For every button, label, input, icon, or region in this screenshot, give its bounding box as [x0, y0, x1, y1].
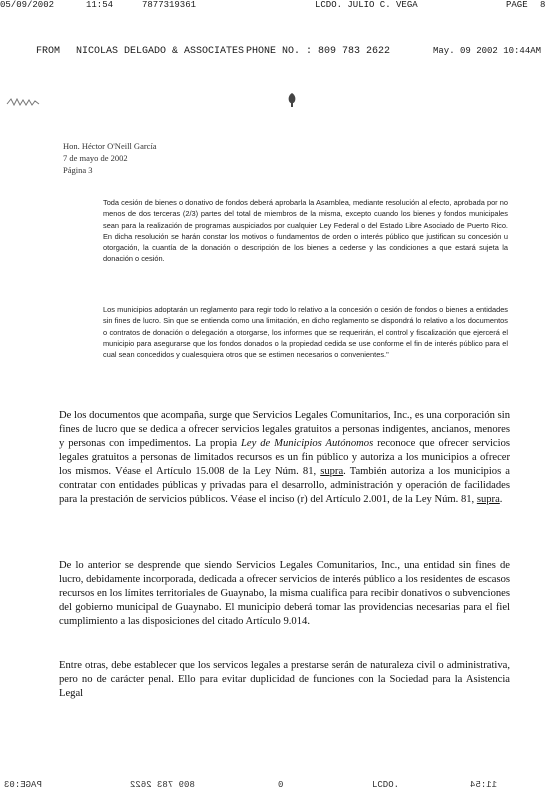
supra-ref-1: supra	[320, 466, 344, 477]
page-number: Página 3	[63, 165, 93, 175]
letter-header	[63, 140, 157, 176]
quote-paragraph-1: Toda cesión de bienes o donativo de fondos deberá aprobarla la Asamblea, mediante resolución al efecto, aprobada por no menos de dos terceras (2/3) partes del total de miembros de la misma, excepto cuando los bienes y fondos municipales sean para la realización de programas auspiciados por cualquier Ley Federal o del Estado Libre Asociado de Puerto Rico. En dicha resolución se harán constar los motivos o fundamentos de orden o interés público que justifican su concesión u otorgación, la cuantía de la donación o descripción de los bienes a cederse y las condiciones a que estará sujeta la donación o cesión.	[103, 198, 508, 264]
seal-mark-icon	[286, 92, 298, 113]
fax-phone: PHONE NO. : 809 783 2622	[246, 46, 391, 57]
body-p1-part-b: reconoce que ofrecer servicios legales gratuitos a personas de limitados recursos es un fin público y autoriza a los municipios a ofrecer los mismos. Véase el Artículo 15.008 de la Ley Núm. 81,	[59, 438, 511, 477]
body-p1-part-a: De los documentos que acompaña, surge que Servicios Legales Comunitarios, Inc., es una corporación sin fines de lucro que se dedica a ofrecer servicios legales gratuitos a personas indigentes, ancianos, menores y personas con impedimentos. La propia	[59, 410, 510, 449]
law-title: Ley de Municipios Autónomos	[241, 438, 374, 449]
scan-noise-mark	[6, 96, 42, 111]
fax-footer	[0, 780, 547, 794]
fax-time: 11:54	[86, 0, 114, 10]
fax-from-name: NICOLAS DELGADO & ASSOCIATES	[76, 46, 245, 57]
body-paragraph-1	[59, 409, 510, 507]
fax-page-label: PAGE	[506, 0, 528, 10]
footer-right: LCDO.	[372, 780, 400, 790]
footer-zero: 0	[278, 780, 284, 790]
fax-number: 7877319361	[142, 0, 197, 10]
fax-page-number: 8	[540, 0, 546, 10]
footer-page-right: 11:54	[470, 780, 498, 790]
fax-header-line-2	[0, 46, 547, 60]
fax-from-label: FROM	[36, 46, 61, 57]
body-paragraph-3: Entre otras, debe establecer que los servicos legales a prestarse serán de naturaleza civil o administrativa, pero no de carácter penal. Ello para evitar duplicidad de funciones con la Sociedad para la Asistencia Legal	[59, 660, 510, 699]
footer-left: PAGE:03	[4, 780, 42, 790]
quote-paragraph-2: Los municipios adoptarán un reglamento para regir todo lo relativo a la concesión o cesión de fondos o bienes a entidades sin fines de lucro. Sin que se entienda como una limitación, en dicho reglamento se dispondrá lo relativo a los documentos o contratos de donación o delegación a otorgarse, los informes que se requerirán, el control y fiscalización que ejercerá el municipio para asegurarse que los fondos donados o la propiedad cedida se use conforme el fin de interés público para el cual sean concedidos y cualesquiera otros que se estimen necesarios o convenientes."	[103, 305, 508, 360]
fax-header-line-1	[0, 0, 547, 12]
scan-noise-icon	[6, 96, 42, 108]
recipient-name: Hon. Héctor O'Neill García	[63, 141, 157, 151]
body-p1-part-d: .	[499, 494, 503, 505]
fax-datetime: May. 09 2002 10:44AM	[433, 46, 542, 56]
fax-date: 05/09/2002	[0, 0, 55, 10]
supra-ref-2: supra	[476, 494, 500, 505]
footer-mid: 809 783 2622	[130, 780, 195, 790]
letter-date: 7 de mayo de 2002	[63, 153, 128, 163]
body-paragraph-2: De lo anterior se desprende que siendo Servicios Legales Comunitarios, Inc., una entidad sin fines de lucro, debidamente incorporada, dedicada a ofrecer servicios de interés público a los residentes de escasos recursos en los límites territoriales de Guaynabo, la misma cualifica para recibir donativos o subvenciones del gobierno municipal de Guaynabo. El municipio deberá tomar las providencias necesarias para el fiel cumplimiento a las disposiciones del citado Artículo 9.014.	[59, 560, 510, 627]
body-p1-part-c: . También autoriza a los municipios a contratar con entidades públicas y privadas para el desarrollo, administración y operación de facilidades para la prestación de servicios públicos. Véase el inciso (r) del Artículo 2.001, de la Ley Núm. 81,	[59, 466, 510, 505]
fax-sender: LCDO. JULIO C. VEGA	[315, 0, 418, 10]
